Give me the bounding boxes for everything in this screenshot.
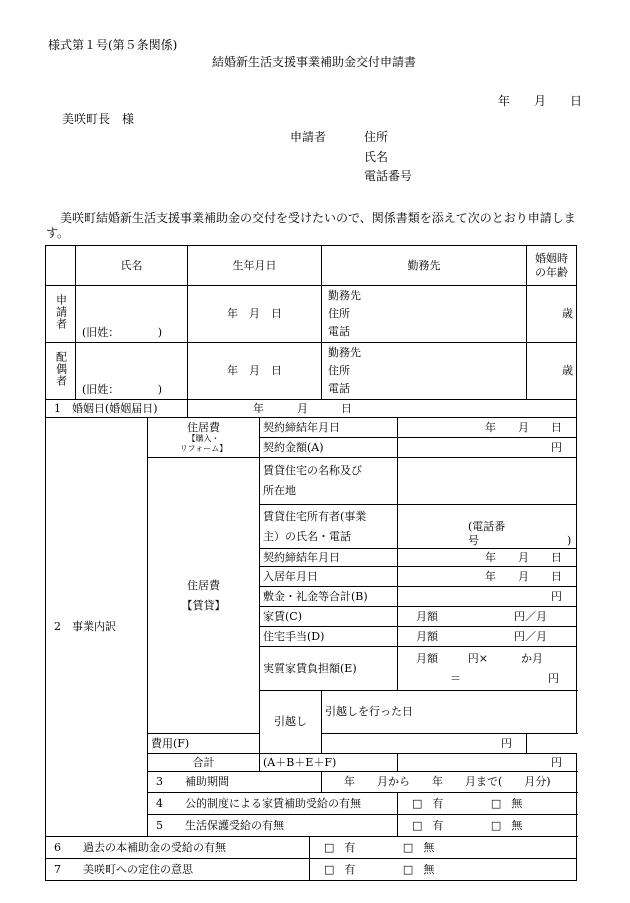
move-in-date-value[interactable]: 年 月 日	[398, 567, 577, 587]
document-title: 結婚新生活支援事業補助金交付申請書	[212, 55, 417, 69]
applicant-old-surname: (旧姓： )	[82, 326, 163, 339]
purchase-contract-date-row	[46, 418, 577, 438]
past-subsidy-choice: □ 有 □ 無	[310, 837, 577, 859]
moving-cost-label: 費用(F)	[148, 734, 310, 754]
no-checkbox[interactable]: □	[490, 796, 502, 810]
spouse-side-label: 配偶者	[54, 351, 68, 387]
total-value[interactable]: 円	[398, 754, 577, 772]
total-label: 合計	[148, 754, 260, 772]
col-birth-header: 生年月日	[188, 246, 322, 286]
moving-date-label: 引越しを行った日	[322, 691, 577, 734]
applicant-name-cell[interactable]	[76, 286, 188, 343]
subsidy-period-value[interactable]: 年 月から 年 月まで( 月分)	[322, 772, 577, 793]
moving-category: 引越し	[260, 691, 322, 754]
spouse-work-cell[interactable]: 勤務先 住所 電話	[322, 343, 527, 400]
rental-owner-label: 賃貸住宅所有者(事業 主）の氏名・電話	[260, 505, 398, 549]
purchase-amount-value[interactable]: 円	[398, 438, 577, 458]
rent-subsidy-choice: □ 有 □ 無	[398, 793, 577, 815]
rental-owner-phone[interactable]: (電話番号 )	[398, 505, 577, 549]
purchase-category: 住居費 【購入・ リフォーム】	[148, 418, 260, 458]
spouse-birth-cell[interactable]: 年 月 日	[188, 343, 322, 400]
deposit-value[interactable]: 円	[398, 587, 577, 607]
col-name-header: 氏名	[76, 246, 188, 286]
settlement-label: 7 美咲町への定住の意思	[46, 859, 310, 881]
no-checkbox[interactable]: □	[402, 862, 414, 876]
purchase-contract-date-label: 契約締結年月日	[260, 418, 398, 438]
housing-allowance-label: 住宅手当(D)	[260, 627, 398, 647]
spouse-age-cell[interactable]: 歳	[527, 343, 577, 400]
rental-name-label: 賃貸住宅の名称及び 所在地	[260, 458, 398, 505]
marriage-date-row	[46, 400, 577, 418]
spouse-name-cell[interactable]	[76, 343, 188, 400]
applicant-birth-cell[interactable]: 年 月 日	[188, 286, 322, 343]
business-breakdown-label: 2 事業内訳	[46, 418, 148, 837]
yes-checkbox[interactable]: □	[324, 840, 335, 854]
deposit-label: 敷金・礼金等合計(B)	[260, 587, 398, 607]
welfare-choice: □ 有 □ 無	[398, 815, 577, 837]
applicant-phone-label: 電話番号	[364, 169, 413, 183]
settlement-row	[46, 859, 577, 881]
applicant-work-cell[interactable]: 勤務先 住所 電話	[322, 286, 527, 343]
actual-rent-value[interactable]: 月額 円× か月 ＝ 円	[398, 647, 577, 691]
addressee: 美咲町長 様	[62, 112, 135, 126]
yes-checkbox[interactable]: □	[412, 796, 423, 810]
housing-allowance-value[interactable]: 月額 円／月	[398, 627, 577, 647]
no-checkbox[interactable]: □	[402, 840, 414, 854]
applicant-label: 申請者	[290, 130, 327, 144]
header-row	[46, 246, 577, 286]
form-number: 様式第１号(第５条関係)	[48, 38, 178, 52]
no-checkbox[interactable]: □	[490, 818, 502, 832]
applicant-name-label: 氏名	[364, 150, 389, 164]
past-subsidy-label: 6 過去の本補助金の受給の有無	[46, 837, 310, 859]
intro-paragraph: 美咲町結婚新生活支援事業補助金の交付を受けたいので、関係書類を添えて次のとおり申請します。	[46, 211, 576, 240]
rental-category: 住居費 【賃貸】	[148, 458, 260, 734]
welfare-label: 5 生活保護受給の有無	[148, 815, 398, 837]
applicant-row	[46, 286, 577, 343]
rent-value[interactable]: 月額 円／月	[398, 607, 577, 627]
application-table	[45, 245, 577, 881]
move-in-date-label: 入居年月日	[260, 567, 398, 587]
subsidy-period-label: 3 補助期間	[148, 772, 322, 793]
rental-name-value[interactable]	[398, 458, 577, 505]
marriage-date-value[interactable]: 年 月 日	[188, 400, 577, 418]
col-work-header: 勤務先	[322, 246, 527, 286]
purchase-amount-label: 契約金額(A)	[260, 438, 398, 458]
applicant-age-cell[interactable]: 歳	[527, 286, 577, 343]
actual-rent-label: 実質家賃負担額(E)	[260, 647, 398, 691]
rent-label: 家賃(C)	[260, 607, 398, 627]
spouse-row	[46, 343, 577, 400]
submission-date: 年 月 日	[498, 94, 583, 108]
settlement-choice: □ 有 □ 無	[310, 859, 577, 881]
rental-contract-date-value[interactable]: 年 月 日	[398, 549, 577, 567]
yes-checkbox[interactable]: □	[324, 862, 335, 876]
rental-contract-date-label: 契約締結年月日	[260, 549, 398, 567]
spouse-old-surname: (旧姓： )	[82, 383, 163, 396]
applicant-address-label: 住所	[364, 130, 389, 144]
total-formula: (A＋B＋E＋F)	[260, 754, 398, 772]
purchase-contract-date-value[interactable]: 年 月 日	[398, 418, 577, 438]
past-subsidy-row	[46, 837, 577, 859]
rent-subsidy-label: 4 公的制度による家賃補助受給の有無	[148, 793, 398, 815]
marriage-date-label: 1 婚姻日(婚姻届日)	[46, 400, 188, 418]
applicant-side-label: 申請者	[54, 294, 68, 330]
yes-checkbox[interactable]: □	[412, 818, 423, 832]
col-age-header: 婚姻時 の年齢	[527, 246, 577, 286]
moving-cost-value[interactable]: 円	[322, 734, 527, 754]
